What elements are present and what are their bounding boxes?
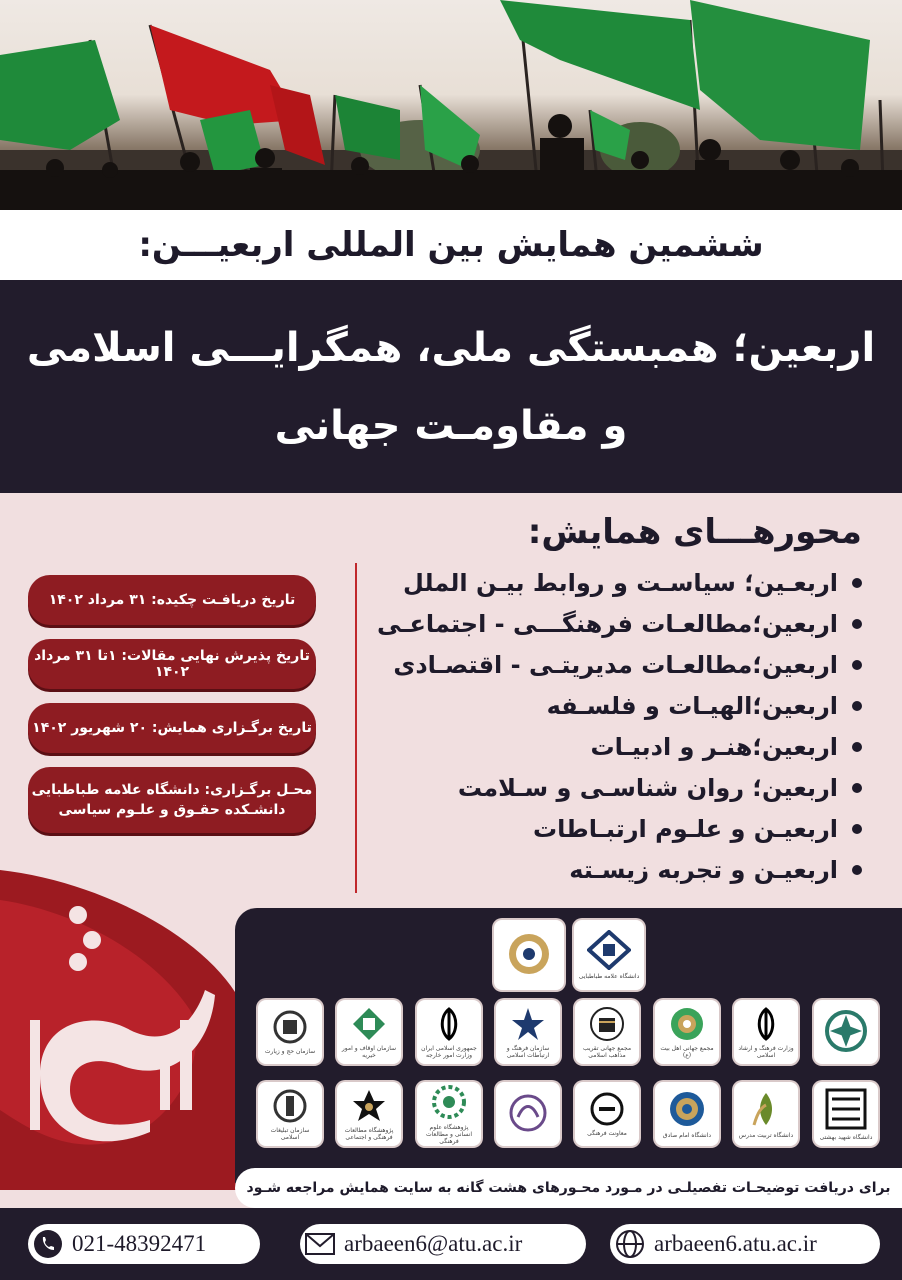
axes-list	[362, 562, 862, 890]
bullet-icon	[852, 824, 862, 834]
divider	[355, 563, 357, 893]
star-emblem-icon	[510, 1006, 546, 1042]
sponsor-logo: دانشگاه شهید بهشتی	[814, 1082, 878, 1146]
globe-icon	[612, 1226, 648, 1262]
axes-title: محورهـــای همایش:	[527, 512, 862, 552]
star-emblem-icon	[351, 1088, 387, 1124]
conference-title-strip	[0, 210, 902, 280]
green-flag	[0, 40, 120, 150]
website-url[interactable]: arbaeen6.atu.ac.ir	[654, 1231, 817, 1256]
jihad-emblem-icon	[589, 1091, 625, 1127]
iran-emblem-icon	[749, 1006, 783, 1042]
iran-emblem-icon	[432, 1006, 466, 1042]
venue-badge: محـل برگـزاری: دانشگاه علامه طباطبایی دانشـکده حقـوق و علـوم سیاسی	[28, 767, 316, 833]
geometric-rosette-icon	[824, 1009, 868, 1053]
sponsor-logo: دانشگاه علامه طباطبایی	[574, 920, 644, 990]
theme-banner	[0, 280, 902, 493]
sponsor-logo	[814, 1000, 878, 1064]
arbaeen-calligraphy-logo	[0, 870, 240, 1190]
email-address[interactable]: arbaeen6@atu.ac.ir	[344, 1231, 523, 1256]
sponsor-logo: مجمع جهانی اهل بیت (ع)	[655, 1000, 719, 1064]
bullet-icon	[852, 660, 862, 670]
axis-item: اربعین؛مطالعـات مدیریتـی - اقتصـادی	[362, 644, 862, 685]
email-pill[interactable]	[300, 1224, 586, 1264]
sponsor-logo: سازمان حج و زیارت	[258, 1000, 322, 1064]
bullet-icon	[852, 578, 862, 588]
sponsor-logo: سازمان اوقاف و امور خیریه	[337, 1000, 401, 1064]
kaaba-icon	[589, 1006, 625, 1042]
axis-item: اربعین؛هنـر و ادبیـات	[362, 726, 862, 767]
sponsor-logos-panel	[235, 908, 902, 1183]
phone-pill[interactable]	[28, 1224, 260, 1264]
axis-item: اربعین؛مطالعـات فرهنگـــی - اجتماعـی	[362, 603, 862, 644]
conference-date-badge: تاریخ برگـزاری همایش: ۲۰ شهریور ۱۴۰۲	[28, 703, 316, 753]
bullet-icon	[852, 783, 862, 793]
sponsor-logo: جمهوری اسلامی ایران وزارت امور خارجه	[417, 1000, 481, 1064]
bullet-icon	[852, 701, 862, 711]
mosaic-seal-icon	[667, 1089, 707, 1129]
sponsor-logo: سازمان تبلیغات اسلامی	[258, 1082, 322, 1146]
website-pill[interactable]	[610, 1224, 880, 1264]
green-flag	[500, 0, 700, 110]
conference-title: ششمین همایش بین المللی اربعیـــن:	[138, 225, 764, 265]
globe-emblem-icon	[669, 1006, 705, 1042]
theme-line-2: و مقاومـت جهانی	[274, 402, 628, 449]
sponsor-logo: سازمان فرهنگ و ارتباطات اسلامی	[496, 1000, 560, 1064]
phone-icon	[30, 1226, 66, 1262]
axis-item: اربعـین؛ سیاسـت و روابط بیـن الملل	[362, 562, 862, 603]
sponsor-logo: وزارت فرهنگ و ارشاد اسلامی	[734, 1000, 798, 1064]
bullet-icon	[852, 742, 862, 752]
details-note: برای دریافت توضیحـات تفصیلـی در مـورد محـورهای هشت گانه به سایت همایش مراجعه شـود	[235, 1168, 902, 1208]
sponsor-logo	[496, 1082, 560, 1146]
sponsor-logo	[494, 920, 564, 990]
envelope-icon	[302, 1226, 338, 1262]
hero-photo	[0, 0, 902, 210]
conference-axes	[362, 512, 862, 890]
calligraphy-block-icon	[824, 1087, 868, 1131]
sponsor-logo: دانشگاه تربیت مدرس	[734, 1082, 798, 1146]
tree-emblem-icon	[746, 1089, 786, 1129]
geometric-rosette-icon	[430, 1083, 468, 1121]
acceptance-date-badge: تاریخ پذیرش نهایی مقالات: ۱تا ۳۱ مرداد ۱۴۰۲	[28, 639, 316, 689]
axis-item: اربعین؛ روان شناسـی و سـلامت	[362, 767, 862, 808]
university-emblem-icon	[587, 930, 631, 970]
seal-icon	[507, 932, 551, 976]
sponsor-logo: معاونت فرهنگی	[575, 1082, 639, 1146]
calligraphy-seal-icon	[508, 1093, 548, 1133]
bullet-icon	[852, 619, 862, 629]
sponsor-logo: پژوهشگاه مطالعات فرهنگی و اجتماعی	[337, 1082, 401, 1146]
sponsor-logo: پژوهشگاه علوم انسانی و مطالعات فرهنگی	[417, 1082, 481, 1146]
endowment-icon	[351, 1006, 387, 1042]
theme-line-1: اربعین؛ همبستگی ملی، همگرایـــی اسلامی	[26, 324, 876, 371]
kaaba-icon	[272, 1009, 308, 1045]
dates-column	[28, 575, 316, 833]
abstract-date-badge: تاریخ دریافـت چکیده: ۳۱ مرداد ۱۴۰۲	[28, 575, 316, 625]
procession-illustration	[0, 0, 902, 210]
green-flag	[690, 0, 870, 150]
contact-footer	[0, 1208, 902, 1280]
axis-item: اربعیـن و تجربه زیسـته	[362, 849, 862, 890]
sponsor-logo: دانشگاه امام صادق	[655, 1082, 719, 1146]
axis-item: اربعیـن و علـوم ارتبـاطات	[362, 808, 862, 849]
phone-number[interactable]: 021-48392471	[72, 1231, 207, 1256]
tablighat-emblem-icon	[272, 1088, 308, 1124]
sponsor-logo: مجمع جهانی تقریب مذاهب اسلامی	[575, 1000, 639, 1064]
axis-item: اربعین؛الهیـات و فلسـفه	[362, 685, 862, 726]
bullet-icon	[852, 865, 862, 875]
